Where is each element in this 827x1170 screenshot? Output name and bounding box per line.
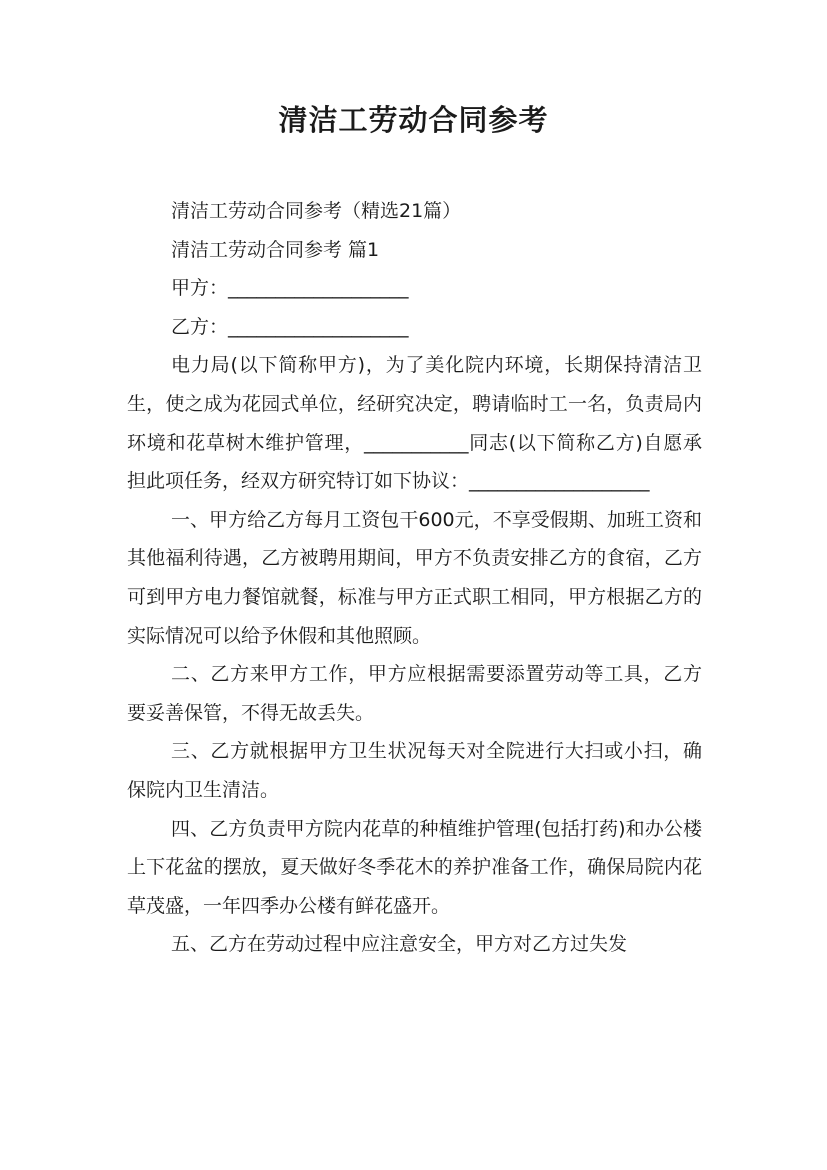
document-title: 清洁工劳动合同参考 bbox=[278, 103, 549, 137]
paragraph-clause-2: 二、乙方来甲方工作，甲方应根据需要添置劳动等工具，乙方要妥善保管，不得无故丢失。 bbox=[127, 663, 702, 724]
document-body bbox=[127, 192, 702, 964]
party-b-line: 乙方：___________________ bbox=[171, 315, 409, 338]
party-a-line: 甲方：___________________ bbox=[171, 277, 409, 300]
paragraph-clause-5: 五、乙方在劳动过程中应注意安全，甲方对乙方过失发 bbox=[171, 933, 628, 956]
paragraph-clause-3: 三、乙方就根据甲方卫生状况每天对全院进行大扫或小扫，确保院内卫生清洁。 bbox=[127, 740, 702, 801]
paragraph-clause-4: 四、乙方负责甲方院内花草的种植维护管理(包括打药)和办公楼上下花盆的摆放，夏天做好冬季花木的养护准备工作，确保局院内花草茂盛，一年四季办公楼有鲜花盛开。 bbox=[127, 817, 702, 917]
paragraph-intro: 电力局(以下简称甲方)，为了美化院内环境，长期保持清洁卫生，使之成为花园式单位，经研究决定，聘请临时工一名，负责局内环境和花草树木维护管理，___________同志(以下简称乙方)自愿承担此项任务，经双方研究特订如下协议：___________________ bbox=[127, 354, 702, 493]
section-heading: 清洁工劳动合同参考 篇1 bbox=[171, 238, 380, 261]
paragraph-clause-1: 一、甲方给乙方每月工资包干600元，不享受假期、加班工资和其他福利待遇，乙方被聘用期间，甲方不负责安排乙方的食宿，乙方可到甲方电力餐馆就餐，标准与甲方正式职工相同，甲方根据乙方的实际情况可以给予休假和其他照顾。 bbox=[127, 508, 702, 647]
document-subtitle: 清洁工劳动合同参考（精选21篇） bbox=[171, 200, 462, 222]
